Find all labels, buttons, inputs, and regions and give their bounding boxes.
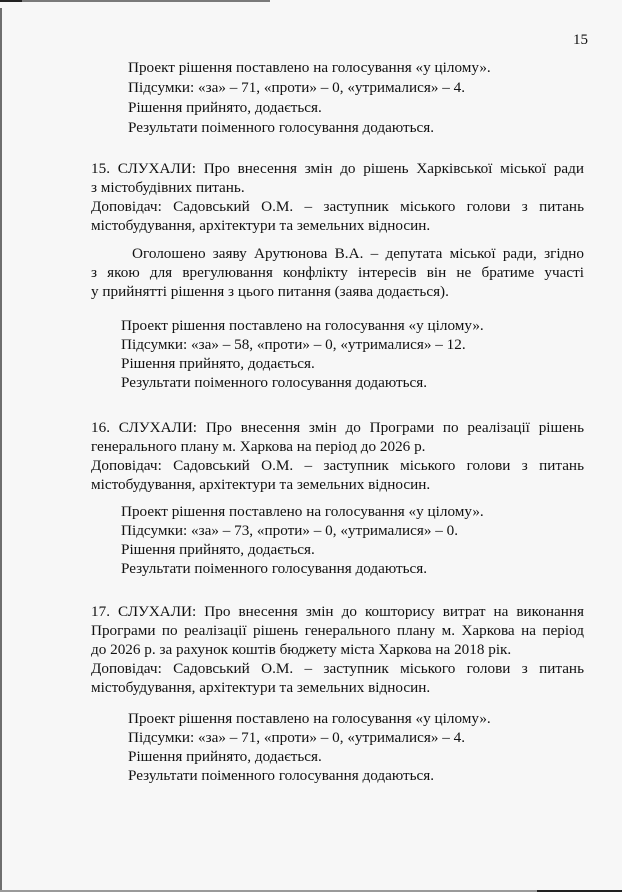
heard-subject: Про внесення змін до рішень Харківської міської ради — [203, 160, 584, 177]
vote-decision-line: Рішення прийнято, додається. — [128, 99, 322, 116]
heard-line-1 — [91, 159, 584, 178]
heard-line-2: Програми по реалізації рішень генерального плану м. Харкова на період — [91, 622, 584, 639]
heard-line-2: з містобудівних питань. — [91, 179, 245, 196]
vote-project-line: Проект рішення поставлено на голосування «у цілому». — [128, 59, 491, 76]
heard-line-2: генерального плану м. Харкова на період до 2026 р. — [91, 438, 426, 455]
heard-label: 15. СЛУХАЛИ: — [91, 160, 196, 177]
statement-line-2: з якою для врегулювання конфлікту інтересів він не братиме участі — [91, 264, 584, 281]
statement-line-3: у прийнятті рішення з цього питання (заява додається). — [91, 283, 449, 300]
vote-project-line: Проект рішення поставлено на голосування «у цілому». — [121, 503, 484, 520]
reporter-line-1: Доповідач: Садовський О.М. – заступник міського голови з питань — [91, 660, 584, 677]
vote-decision-line: Рішення прийнято, додається. — [128, 748, 322, 765]
reporter-line-2: містобудування, архітектури та земельних відносин. — [91, 679, 431, 696]
vote-decision-line: Рішення прийнято, додається. — [121, 541, 315, 558]
vote-results-line: Підсумки: «за» – 71, «проти» – 0, «утрималися» – 4. — [128, 729, 466, 746]
reporter-line-2: містобудування, архітектури та земельних відносин. — [91, 217, 431, 234]
scan-edge-top-dark — [0, 0, 22, 2]
heard-line-1 — [91, 602, 584, 621]
heard-line-1 — [91, 418, 584, 437]
vote-project-line: Проект рішення поставлено на голосування «у цілому». — [121, 317, 484, 334]
vote-results-line: Підсумки: «за» – 71, «проти» – 0, «утрималися» – 4. — [128, 79, 466, 96]
statement-line-1: Оголошено заяву Арутюнова В.А. – депутата міської ради, згідно — [132, 245, 584, 262]
vote-attachment-line: Результати поіменного голосування додаються. — [128, 767, 435, 784]
heard-line-3: до 2026 р. за рахунок коштів бюджету міста Харкова на 2018 рік. — [91, 641, 512, 658]
heard-label: 17. СЛУХАЛИ: — [91, 603, 197, 620]
vote-results-line: Підсумки: «за» – 73, «проти» – 0, «утрималися» – 0. — [121, 522, 459, 539]
reporter-line-1: Доповідач: Садовський О.М. – заступник міського голови з питань — [91, 198, 584, 215]
scan-edge-top — [0, 0, 270, 2]
heard-label: 16. СЛУХАЛИ: — [91, 419, 198, 436]
scan-edge-left — [0, 8, 2, 892]
heard-subject: Про внесення змін до кошторису витрат на виконання — [204, 603, 584, 620]
reporter-line-1: Доповідач: Садовський О.М. – заступник міського голови з питань — [91, 457, 584, 474]
vote-project-line: Проект рішення поставлено на голосування «у цілому». — [128, 710, 491, 727]
vote-decision-line: Рішення прийнято, додається. — [121, 355, 315, 372]
page-number: 15 — [573, 32, 588, 48]
vote-results-line: Підсумки: «за» – 58, «проти» – 0, «утрималися» – 12. — [121, 336, 466, 353]
vote-attachment-line: Результати поіменного голосування додаються. — [128, 119, 435, 136]
reporter-line-2: містобудування, архітектури та земельних відносин. — [91, 476, 431, 493]
vote-attachment-line: Результати поіменного голосування додаються. — [121, 560, 428, 577]
heard-subject: Про внесення змін до Програми по реалізації рішень — [205, 419, 585, 436]
vote-attachment-line: Результати поіменного голосування додаються. — [121, 374, 428, 391]
